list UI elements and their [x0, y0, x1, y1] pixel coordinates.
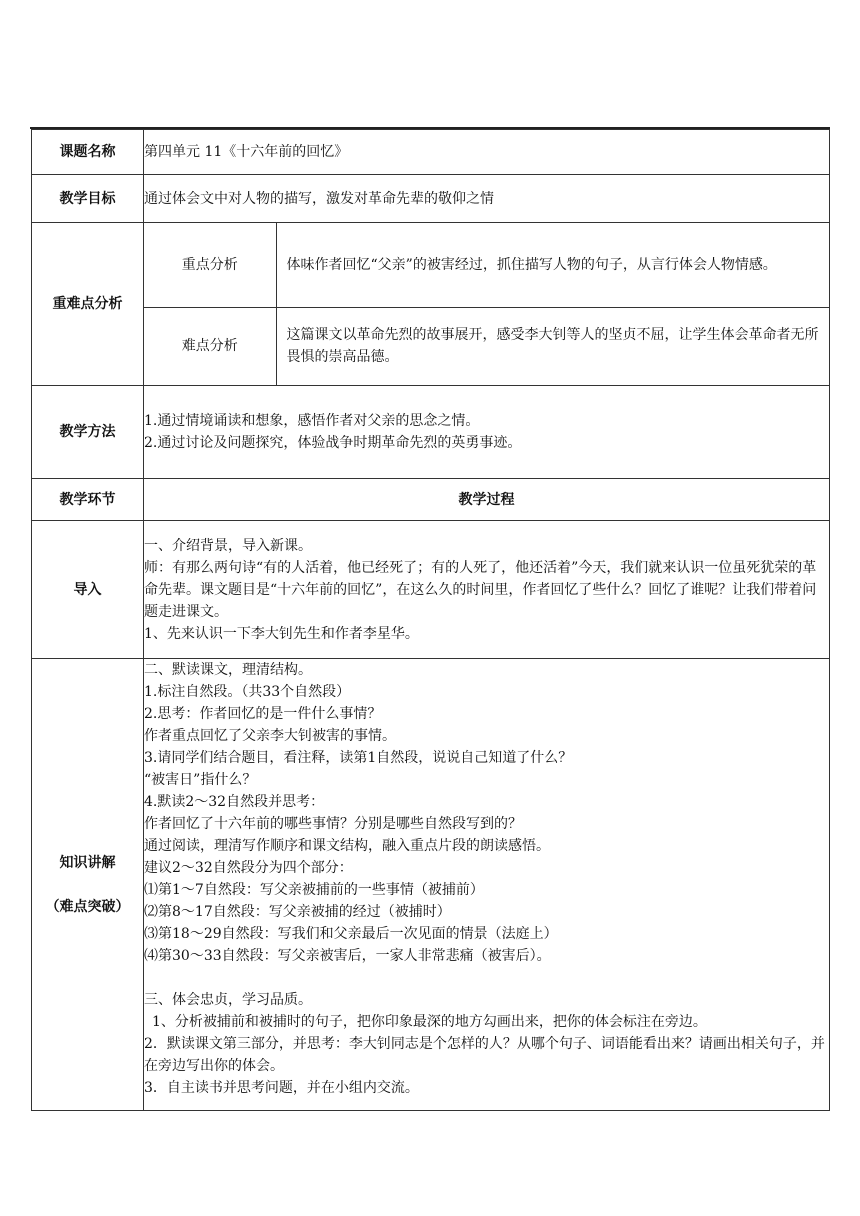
row-goal: [32, 175, 830, 223]
method-label: 教学方法: [32, 386, 144, 479]
row-method: [32, 386, 830, 479]
knowledge-line: 4.默读2～32自然段并思考：: [144, 794, 325, 810]
goal-label: 教学目标: [32, 175, 144, 223]
method-item: 1.通过情境诵读和想象，感悟作者对父亲的思念之情。: [144, 413, 480, 429]
knowledge-content: [144, 659, 830, 1111]
method-item: 2.通过讨论及问题探究，体验战争时期革命先烈的英勇事迹。: [144, 435, 522, 451]
lesson-plan-table: [31, 129, 830, 1111]
knowledge-line: 2．默读课文第三部分，并思考：李大钊同志是个怎样的人？从哪个句子、词语能看出来？请画出相关句子，并在旁边写出你的体会。: [144, 1036, 825, 1074]
title-label: 课题名称: [32, 130, 144, 175]
knowledge-sub-label: （难点突破）: [45, 898, 130, 915]
key-label: 重点分析: [144, 223, 276, 307]
row-title: [32, 130, 830, 175]
difficulty-label: 重难点分析: [32, 223, 144, 386]
hard-label: 难点分析: [144, 307, 276, 385]
knowledge-line: 三、体会忠贞，学习品质。: [144, 992, 312, 1008]
process-label: 教学过程: [144, 479, 830, 521]
knowledge-line: ⑵第8～17自然段：写父亲被捕的经过（被捕时）: [144, 904, 451, 920]
method-list: [144, 386, 830, 479]
intro-line: 师：有那么两句诗“有的人活着，他已经死了；有的人死了，他还活着”今天，我们就来认识一位虽死犹荣的革命先辈。课文题目是“十六年前的回忆”，在这么久的时间里，作者回忆了些什么？回忆了谁呢？让我们带着问题走进课文。: [144, 559, 817, 620]
row-header: [32, 479, 830, 521]
key-value: 体味作者回忆“父亲”的被害经过，抓住描写人物的句子，从言行体会人物情感。: [276, 223, 829, 307]
knowledge-line: ⑷第30～33自然段：写父亲被害后，一家人非常悲痛（被害后）。: [144, 948, 551, 964]
knowledge-label-cell: [32, 659, 144, 1111]
stage-label: 教学环节: [32, 479, 144, 521]
knowledge-line: 1.标注自然段。（共33个自然段）: [144, 684, 351, 700]
intro-label: 导入: [32, 521, 144, 659]
knowledge-line: ⑴第1～7自然段：写父亲被捕前的一些事情（被捕前）: [144, 882, 484, 898]
difficulty-cell: [144, 223, 830, 386]
goal-value: 通过体会文中对人物的描写，激发对革命先辈的敬仰之情: [144, 175, 830, 223]
row-knowledge: [32, 659, 830, 1111]
intro-line: 一、介绍背景，导入新课。: [144, 537, 312, 554]
knowledge-line: 3．自主读书并思考问题，并在小组内交流。: [144, 1080, 419, 1096]
knowledge-label: 知识讲解: [59, 854, 116, 871]
knowledge-line: 作者回忆了十六年前的哪些事情？分别是哪些自然段写到的？: [144, 816, 522, 832]
row-intro: [32, 521, 830, 659]
knowledge-line: 通过阅读，理清写作顺序和课文结构，融入重点片段的朗读感悟。: [144, 838, 550, 854]
knowledge-line: 3.请同学们结合题目，看注释，读第1自然段，说说自己知道了什么？: [144, 750, 573, 766]
knowledge-line: 2.思考：作者回忆的是一件什么事情？: [144, 706, 382, 722]
difficulty-subtable: [144, 223, 829, 385]
intro-content: [144, 521, 830, 659]
knowledge-line: 二、默读课文，理清结构。: [144, 662, 312, 678]
knowledge-line: ⑶第18～29自然段：写我们和父亲最后一次见面的情景（法庭上）: [144, 926, 558, 942]
knowledge-line: “被害日”指什么？: [144, 772, 257, 788]
knowledge-line: 建议2～32自然段分为四个部分：: [144, 860, 353, 876]
title-value: 第四单元 11《十六年前的回忆》: [144, 130, 830, 175]
intro-line: 1、先来认识一下李大钊先生和作者李星华。: [144, 625, 419, 642]
hard-value: 这篇课文以革命先烈的故事展开，感受李大钊等人的坚贞不屈，让学生体会革命者无所畏惧的崇高品德。: [286, 327, 819, 366]
row-difficulty: [32, 223, 830, 386]
knowledge-line: 作者重点回忆了父亲李大钊被害的事情。: [144, 728, 396, 744]
knowledge-line: 1、分析被捕前和被捕时的句子，把你印象最深的地方勾画出来，把你的体会标注在旁边。: [152, 1014, 707, 1030]
